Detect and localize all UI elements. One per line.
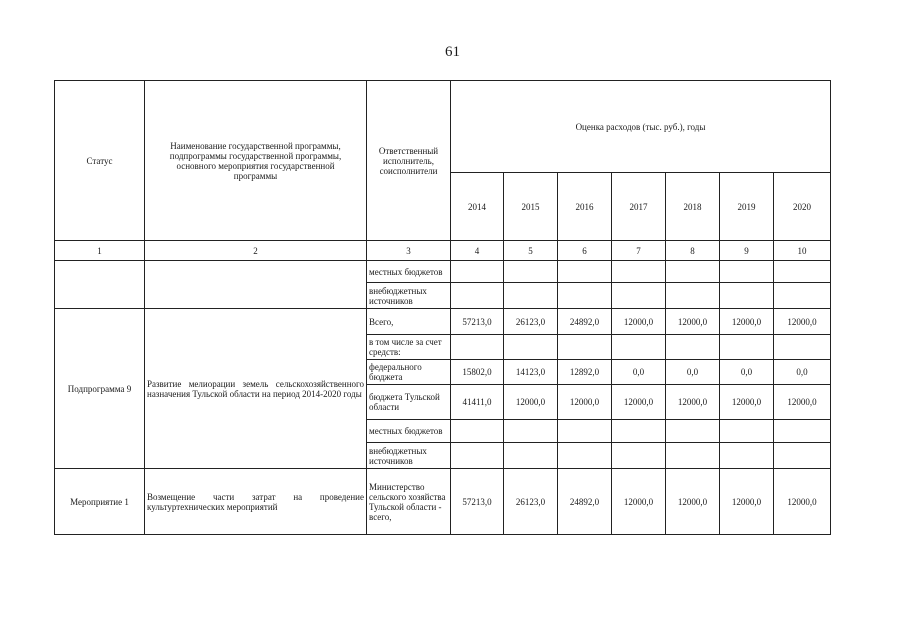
budget-value: 12000,0 <box>774 309 831 335</box>
header-year: 2019 <box>720 173 774 241</box>
budget-table <box>54 80 831 535</box>
column-number: 5 <box>504 241 558 261</box>
budget-value <box>612 261 666 283</box>
budget-value <box>451 283 504 309</box>
budget-value: 26123,0 <box>504 469 558 535</box>
carryover-status-cell <box>55 261 145 309</box>
budget-value <box>451 443 504 469</box>
budget-value <box>612 283 666 309</box>
budget-value <box>451 420 504 443</box>
header-year: 2016 <box>558 173 612 241</box>
carryover-name-cell <box>145 261 367 309</box>
column-number: 3 <box>367 241 451 261</box>
budget-value <box>666 420 720 443</box>
budget-value <box>612 335 666 360</box>
funding-source: внебюджетных источников <box>367 443 451 469</box>
column-number: 9 <box>720 241 774 261</box>
budget-value <box>720 420 774 443</box>
budget-value: 12000,0 <box>504 385 558 420</box>
budget-value <box>720 261 774 283</box>
budget-value: 14123,0 <box>504 360 558 385</box>
measure-name: Возмещение части затрат на проведение культуртехнических мероприятий <box>145 469 367 535</box>
table-row <box>55 469 831 535</box>
budget-value <box>774 283 831 309</box>
budget-value <box>720 335 774 360</box>
budget-value: 12000,0 <box>666 385 720 420</box>
column-number: 6 <box>558 241 612 261</box>
measure-status: Мероприятие 1 <box>55 469 145 535</box>
budget-value: 0,0 <box>720 360 774 385</box>
subprogram-status: Подпрограмма 9 <box>55 309 145 469</box>
measure-executor: Министерство сельского хозяйства Тульской области - всего, <box>367 469 451 535</box>
budget-value: 12000,0 <box>612 469 666 535</box>
budget-value: 12892,0 <box>558 360 612 385</box>
budget-value: 12000,0 <box>774 469 831 535</box>
budget-value <box>558 443 612 469</box>
budget-value <box>612 443 666 469</box>
funding-source: федерального бюджета <box>367 360 451 385</box>
budget-value: 0,0 <box>774 360 831 385</box>
budget-value: 57213,0 <box>451 309 504 335</box>
header-row-1 <box>55 81 831 173</box>
header-year: 2017 <box>612 173 666 241</box>
header-year: 2015 <box>504 173 558 241</box>
budget-value <box>774 261 831 283</box>
budget-value <box>666 283 720 309</box>
column-number: 8 <box>666 241 720 261</box>
budget-value <box>774 335 831 360</box>
budget-value: 12000,0 <box>774 385 831 420</box>
budget-value <box>504 443 558 469</box>
budget-value: 12000,0 <box>666 469 720 535</box>
column-number: 4 <box>451 241 504 261</box>
budget-value <box>558 335 612 360</box>
budget-value: 0,0 <box>666 360 720 385</box>
column-number-row <box>55 241 831 261</box>
table-row <box>55 309 831 335</box>
budget-value <box>558 283 612 309</box>
header-year: 2014 <box>451 173 504 241</box>
budget-value: 12000,0 <box>720 469 774 535</box>
table-row <box>55 261 831 283</box>
budget-value <box>774 443 831 469</box>
funding-source: бюджета Тульской области <box>367 385 451 420</box>
funding-source: внебюджетных источников <box>367 283 451 309</box>
budget-value: 12000,0 <box>720 385 774 420</box>
subprogram-name: Развитие мелиорации земель сельскохозяйственного назначения Тульской области на период 2014-2020 годы <box>145 309 367 469</box>
budget-value <box>666 443 720 469</box>
budget-value: 0,0 <box>612 360 666 385</box>
header-executor: Ответственный исполнитель, соисполнители <box>367 81 451 241</box>
funding-source: Всего, <box>367 309 451 335</box>
budget-value <box>720 443 774 469</box>
budget-value <box>504 261 558 283</box>
funding-source: местных бюджетов <box>367 420 451 443</box>
header-year: 2020 <box>774 173 831 241</box>
budget-value: 41411,0 <box>451 385 504 420</box>
header-name: Наименование государственной программы, подпрограммы государственной программы, основного мероприятия государственной программы <box>145 81 367 241</box>
budget-value <box>504 335 558 360</box>
header-status: Статус <box>55 81 145 241</box>
budget-value <box>504 283 558 309</box>
budget-value: 26123,0 <box>504 309 558 335</box>
column-number: 1 <box>55 241 145 261</box>
budget-value: 24892,0 <box>558 469 612 535</box>
page-number: 61 <box>445 44 460 60</box>
budget-value: 12000,0 <box>558 385 612 420</box>
budget-value: 12000,0 <box>612 309 666 335</box>
budget-value <box>666 261 720 283</box>
budget-value <box>558 420 612 443</box>
budget-value <box>451 261 504 283</box>
budget-value <box>774 420 831 443</box>
budget-value: 57213,0 <box>451 469 504 535</box>
funding-source: местных бюджетов <box>367 261 451 283</box>
column-number: 10 <box>774 241 831 261</box>
budget-value <box>666 335 720 360</box>
budget-value <box>451 335 504 360</box>
budget-value: 12000,0 <box>666 309 720 335</box>
column-number: 7 <box>612 241 666 261</box>
budget-value: 12000,0 <box>612 385 666 420</box>
budget-value: 12000,0 <box>720 309 774 335</box>
funding-source: в том числе за счет средств: <box>367 335 451 360</box>
header-year: 2018 <box>666 173 720 241</box>
column-number: 2 <box>145 241 367 261</box>
budget-value <box>720 283 774 309</box>
budget-value <box>558 261 612 283</box>
budget-value <box>504 420 558 443</box>
budget-value: 15802,0 <box>451 360 504 385</box>
budget-value <box>612 420 666 443</box>
header-estimate: Оценка расходов (тыс. руб.), годы <box>451 81 831 173</box>
budget-value: 24892,0 <box>558 309 612 335</box>
